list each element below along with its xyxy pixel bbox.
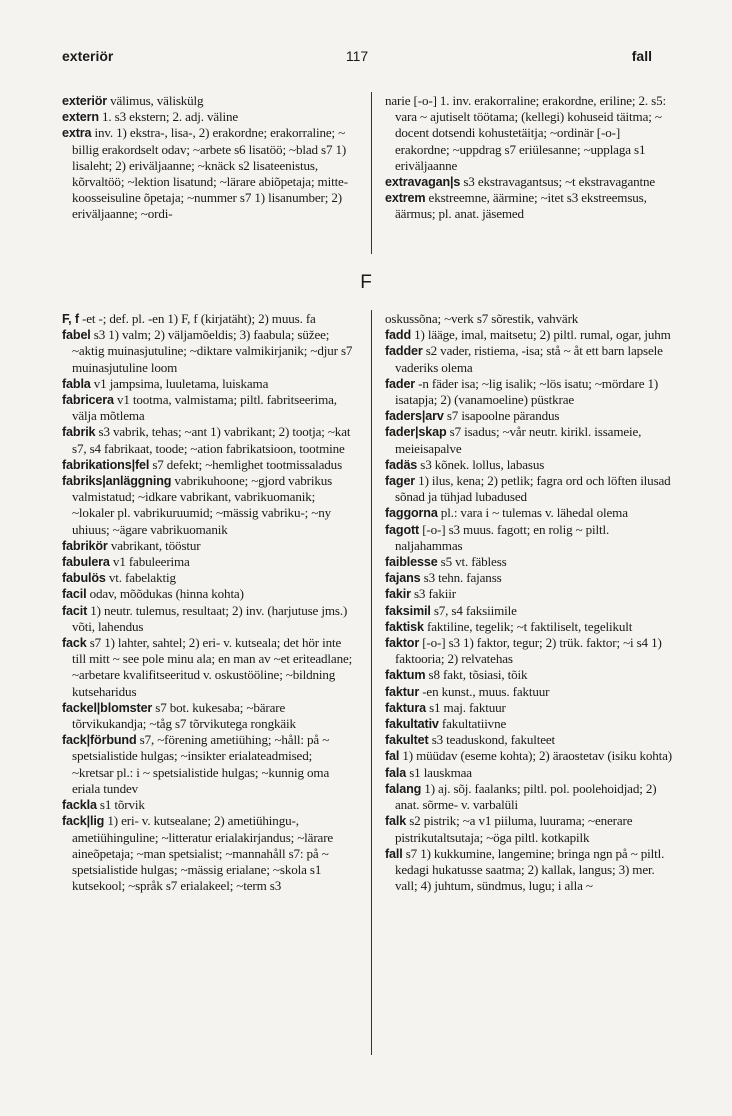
entry-headword: fadäs [385,457,418,472]
entry-definition: s7 defekt; ~hemlighet tootmissaladus [149,456,343,472]
entry-definition: ekstreemne, äärmine; ~itet s3 ekstreemsus, äärmus; pl. anat. jäsemed [395,190,647,222]
entry-headword: fajans [385,571,421,586]
dictionary-entry [385,343,675,375]
entry-definition: 1) aj. sõj. faalanks; piltl. pol. poolehoidjad; 2) anat. sõrme- v. varbalüli [395,780,657,813]
entry-definition: v1 fabuleerima [109,554,190,570]
entry-headword: fack|lig [62,814,105,829]
entry-headword: fabel [62,328,91,343]
dictionary-entry [385,408,675,424]
dictionary-entry [62,554,354,570]
entry-headword: fabulera [62,555,110,570]
dictionary-entry [385,765,675,781]
entry-definition: faktiline, tegelik; ~t faktiliselt, tegelikult [423,618,633,634]
dictionary-entry [385,667,675,683]
dictionary-entry [385,732,675,748]
entry-definition: s3 ekstravagantsus; ~t ekstravagantne [460,174,656,190]
entry-definition: 1) lääge, imal, maitsetu; 2) piltl. rumal, ogar, juhm [410,327,671,343]
entry-definition: s7, ~förening ametiühing; ~håll: på ~ spetsialistide hulgas; ~insikter erialateadmised; ~kretsar pl.: i ~ spetsialistide hulgas; ~kunnig oma eriala tundev [72,732,330,796]
entry-headword: exteriör [62,94,107,108]
entry-definition: s2 pistrik; ~a v1 piiluma, luurama; ~enerare pistrikutaltsutaja; ~öga piltl. kotkapilk [395,813,633,845]
right-column [385,311,675,894]
dictionary-entry [62,424,354,456]
entry-headword: fakultativ [385,717,439,732]
entry-headword: faktum [385,668,426,683]
dictionary-entry [385,748,675,764]
left-column [62,311,354,894]
entry-headword: facil [62,587,87,602]
entry-definition: s1 tõrvik [96,797,145,813]
entry-definition: s3 vabrik, tehas; ~ant 1) vabrikant; 2) tootja; ~kat s7, s4 fabrikaat, toode; ~ation fabrikatsioon, tootmine [72,424,351,456]
running-header [62,48,652,70]
dictionary-entry [385,781,675,813]
entry-headword: fackla [62,798,97,813]
top-left-column [62,93,354,223]
dictionary-entry [385,635,675,667]
entry-headword: faders|arv [385,409,444,424]
entry-definition: s3 tehn. fajanss [420,570,502,586]
entry-headword: faiblesse [385,555,438,570]
entry-definition: v1 tootma, valmistama; piltl. fabritseerima, välja mõtlema [72,392,337,424]
entry-definition: s3 teaduskond, fakulteet [428,732,556,748]
entry-definition: vabrikuhoone; ~gjord vabrikus valmistatud; ~idkare vabrikant, vabrikuomanik; ~lokaler pl. vabrikuruumid; ~mässig vabriku-; ~ny uhiuus; ~ägare vabrikuomanik [72,473,333,537]
entry-headword: F, f [62,312,79,326]
top-column-rule [371,92,372,254]
dictionary-entry [62,109,354,125]
entry-headword: faksimil [385,603,431,618]
header-last-word: fall [631,48,652,64]
entry-headword: falang [385,781,422,796]
entry-definition: 1) neutr. tulemus, resultaat; 2) inv. (harjutuse jms.) võti, lahendus [72,602,348,634]
dictionary-entry [385,570,675,586]
entry-definition: s2 vader, ristiema, -isa; stå ~ åt ett barn lapsele vaderiks olema [395,343,663,375]
dictionary-entry [62,311,354,327]
entry-definition: 1) ilus, kena; 2) petlik; fagra ord och löften ilusad sõnad ja tühjad lubadused [395,473,671,505]
dictionary-entry [62,635,354,700]
entry-headword: extra [62,126,92,141]
dictionary-entry [62,327,354,376]
entry-headword: falk [385,814,407,829]
dictionary-entry [62,797,354,813]
entry-headword: faktisk [385,619,424,634]
dictionary-entry [385,327,675,343]
entry-definition: [-o-] s3 muus. fagott; en rolig ~ piltl. naljahammas [395,521,610,553]
entry-headword: fabriks|anläggning [62,474,172,489]
dictionary-entry [62,570,354,586]
dictionary-entry [62,603,354,635]
dictionary-entry [385,603,675,619]
dictionary-entry [62,538,354,554]
dictionary-entry [385,813,675,845]
entry-headword: fall [385,846,403,861]
entry-headword: fack|förbund [62,733,137,748]
dictionary-entry [385,619,675,635]
entry-headword: fager [385,474,416,489]
dictionary-entry [62,700,354,732]
dictionary-entry [62,813,354,894]
entry-headword: fala [385,765,407,780]
entry-headword: fabulös [62,571,106,586]
entry-definition: s8 fakt, tõsiasi, tõik [425,667,528,683]
entry-definition: s5 vt. fäbless [437,554,507,570]
dictionary-entry [385,554,675,570]
entry-definition: s1 maj. faktuur [425,699,506,715]
dictionary-entry [62,392,354,424]
dictionary-entry [385,505,675,521]
dictionary-entry [385,190,675,222]
entry-definition: s7 isapoolne pärandus [443,408,560,424]
entry-headword: fabrik [62,425,96,440]
dictionary-entry [385,457,675,473]
entry-definition: fakultatiivne [438,716,507,732]
entry-definition: vt. fabelaktig [105,570,176,586]
entry-definition: 1) müüdav (eseme kohta); 2) äraostetav (isiku kohta) [399,748,672,764]
dictionary-entry [385,846,675,895]
entry-definition: [-o-] s3 1) faktor, tegur; 2) trük. faktor; ~i s4 1) faktooria; 2) relvatehas [395,635,662,667]
dictionary-entry [385,376,675,408]
entry-definition: oskussõna; ~verk s7 sõrestik, vahvärk [385,311,579,326]
entry-headword: fakultet [385,733,429,748]
entry-headword: faktur [385,684,420,699]
dictionary-entry [385,424,675,456]
entry-definition: s3 1) valm; 2) väljamõeldis; 3) faabula; süžee; ~aktig muinasjutuline; ~diktare valmikirjanik; ~djur s7 muinasjutuline loom [72,327,353,375]
entry-headword: fabrikations|fel [62,457,150,472]
dictionary-entry [385,473,675,505]
top-right-column [385,93,675,223]
entry-definition: s7, s4 faksiimile [430,602,517,618]
dictionary-entry [385,716,675,732]
entry-headword: faktor [385,636,420,651]
section-letter: F [360,272,372,293]
entry-definition: s7 bot. kukesaba; ~bärare tõrvikukandja; ~tåg s7 tõrvikutega rongkäik [72,699,296,732]
entry-definition: s1 lauskmaa [406,764,472,780]
entry-definition: vabrikant, tööstur [107,537,201,553]
entry-headword: fagott [385,522,420,537]
entry-definition: inv. 1) ekstra-, lisa-, 2) erakordne; erakorraline; ~ billig erakordselt odav; ~arbete s6 lisatöö; ~blad s7 1) lisaleht; 2) eriväljaanne; ~knäck s2 lisateenistus, kõrvaltöö; ~lektion lisatund; ~lärare abiõpetaja; mitte-koosseisuline õpetaja; ~nummer s7 1) lisanumber; 2) eriväljaanne; ~ordi- [72,125,348,222]
entry-headword: fabricera [62,393,114,408]
entry-headword: fakir [385,587,411,602]
dictionary-entry [385,93,675,174]
dictionary-entry [385,311,675,327]
header-first-word: exteriör [62,48,114,64]
entry-headword: fal [385,749,400,764]
entry-headword: fabla [62,376,91,391]
dictionary-entry [62,93,354,109]
entry-headword: facit [62,603,88,618]
dictionary-entry [385,522,675,554]
dictionary-entry [385,700,675,716]
entry-headword: fabrikör [62,538,108,553]
entry-definition: s7 1) kukkumine, langemine; bringa ngn på ~ piltl. kedagi hukatusse saatma; 2) kallak, langus; 3) mer. vall; 4) juhtum, sündmus, lugu; i alla ~ [395,845,665,894]
entry-headword: extern [62,110,99,125]
entry-headword: fack [62,636,87,651]
entry-headword: fackel|blomster [62,700,153,715]
entry-headword: extravagan|s [385,175,461,190]
entry-definition: s7 isadus; ~vår neutr. kirikl. issameie, meieisapalve [395,424,642,456]
entry-headword: fadder [385,344,423,359]
dictionary-entry [62,376,354,392]
page-number: 117 [345,48,369,64]
dictionary-entry [385,684,675,700]
entry-definition: s3 fakiir [410,586,456,602]
dictionary-entry [62,732,354,797]
entry-definition: 1) eri- v. kutsealane; 2) ametiühingu-, ametiühinguline; ~litteratur erialakirjandus; ~lärare aineõpetaja; ~man spetsialist; ~mannahåll s7: på ~ spetsialistide hulgas; ~mässig erialane; ~skola s1 kutsekool; ~språk s7 erialakeel; ~term s3 [72,813,334,894]
entry-headword: fadd [385,328,411,343]
dictionary-entry [62,125,354,222]
entry-definition: narie [-o-] 1. inv. erakorraline; erakordne, eriline; 2. s5: vara ~ ajutiselt töötama; (kellegi) kohuseid täitma; ~ docent dotsendi kohustetäitja; ~ordinär [-o-] erakordne; ~uppdrag s7 eriülesanne; ~upplaga s1 eriväljaanne [385,93,666,173]
entry-headword: faktura [385,700,426,715]
entry-definition: välimus, väliskülg [107,93,204,108]
dictionary-entry [62,473,354,538]
main-column-rule [371,310,372,1055]
entry-definition: odav, mõõdukas (hinna kohta) [86,586,244,602]
dictionary-entry [62,457,354,473]
entry-headword: extrem [385,191,426,206]
entry-definition: -et -; def. pl. -en 1) F, f (kirjatäht); 2) muus. fa [78,311,316,326]
entry-headword: faggorna [385,506,438,521]
entry-definition: s7 1) lahter, sahtel; 2) eri- v. kutseala; det hör inte till mitt ~ see pole minu ala; en man av ~et eriteadlane; ~arbetare kvalifitseeritud v. oskustööline; ~bildning kutseharidus [72,635,353,699]
entry-definition: -n fäder isa; ~lig isalik; ~lös isatu; ~mördare 1) isatapja; 2) (vanamoeline) püstkrae [395,375,659,408]
entry-definition: -en kunst., muus. faktuur [419,683,550,699]
entry-headword: fader [385,376,416,391]
entry-definition: 1. s3 ekstern; 2. adj. väline [98,109,239,125]
entry-headword: fader|skap [385,425,447,440]
entry-definition: v1 jampsima, luuletama, luiskama [90,375,269,391]
dictionary-entry [385,586,675,602]
entry-definition: pl.: vara i ~ tulemas v. lähedal olema [437,505,628,521]
dictionary-entry [62,586,354,602]
dictionary-entry [385,174,675,190]
entry-definition: s3 kõnek. lollus, labasus [417,456,545,472]
